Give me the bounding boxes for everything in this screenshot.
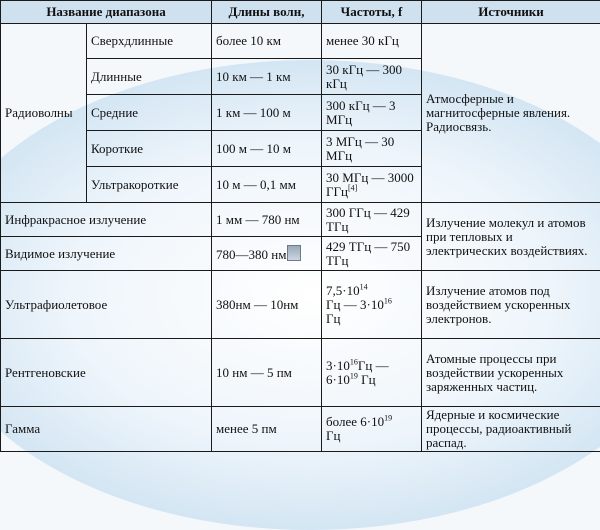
freq-part: 7,5·10: [326, 283, 360, 298]
table-row: [1, 339, 600, 407]
frequency-cell: 30 кГц — 300 кГц: [322, 59, 422, 95]
freq-part: Гц — 3·10: [326, 297, 384, 312]
header-frequency: Частоты, f: [322, 1, 422, 24]
wavelength-cell: 380нм — 10нм: [212, 271, 322, 339]
freq-exponent: 19: [384, 414, 392, 423]
table-row: [1, 407, 600, 452]
frequency-cell: [322, 167, 422, 203]
wavelength-text: 780—380 нм: [216, 247, 286, 262]
subrange-name: Ультракороткие: [87, 167, 212, 203]
subrange-name: Короткие: [87, 131, 212, 167]
freq-exponent: 16: [350, 357, 358, 366]
wavelength-cell: 10 м — 0,1 мм: [212, 167, 322, 203]
wavelength-cell: 100 м — 10 м: [212, 131, 322, 167]
header-wavelength: Длины волн,: [212, 1, 322, 24]
table-row: [1, 24, 600, 59]
sources-cell: Излучение молекул и атомов при тепловых и электрических воздействиях.: [422, 203, 600, 271]
wavelength-cell: 1 мм — 780 нм: [212, 203, 322, 237]
category-ultraviolet: Ультрафиолетовое: [1, 271, 212, 339]
frequency-cell: [322, 339, 422, 407]
header-sources: Источники: [422, 1, 600, 24]
freq-part: Гц: [326, 428, 340, 443]
wavelength-cell: [212, 237, 322, 271]
frequency-cell: 300 ГГц — 429 ТГц: [322, 203, 422, 237]
freq-part: 6·10: [326, 372, 350, 387]
category-infrared: Инфракрасное излучение: [1, 203, 212, 237]
footnote-ref: [4]: [348, 183, 357, 192]
header-row: [1, 1, 600, 24]
frequency-cell: [322, 271, 422, 339]
freq-exponent: 19: [350, 371, 358, 380]
subrange-name: Длинные: [87, 59, 212, 95]
wavelength-cell: менее 5 пм: [212, 407, 322, 452]
frequency-cell: 429 ТГц — 750 ТГц: [322, 237, 422, 271]
freq-part: 3·10: [326, 358, 350, 373]
category-visible: Видимое излучение: [1, 237, 212, 271]
sources-cell: Излучение атомов под воздействием ускоренных электронов.: [422, 271, 600, 339]
freq-part: Гц: [358, 372, 376, 387]
category-gamma: Гамма: [1, 407, 212, 452]
subrange-name: Средние: [87, 95, 212, 131]
wavelength-cell: 10 нм — 5 пм: [212, 339, 322, 407]
table-row: [1, 271, 600, 339]
frequency-cell: менее 30 кГц: [322, 24, 422, 59]
freq-part: более 6·10: [326, 414, 384, 429]
header-name: Название диапазона: [1, 1, 212, 24]
frequency-cell: [322, 407, 422, 452]
freq-exponent: 16: [384, 296, 392, 305]
wavelength-cell: более 10 км: [212, 24, 322, 59]
document-icon: [287, 245, 301, 261]
wavelength-cell: 10 км — 1 км: [212, 59, 322, 95]
sources-cell: Ядерные и космические процессы, радиоактивный распад.: [422, 407, 600, 452]
category-radio: Радиоволны: [1, 24, 87, 203]
frequency-text: 30 МГц — 3000 ГГц: [326, 170, 414, 199]
wavelength-cell: 1 км — 100 м: [212, 95, 322, 131]
freq-part: Гц —: [358, 358, 389, 373]
sources-cell: Атмосферные и магнитосферные явления. Радиосвязь.: [422, 24, 600, 203]
category-xray: Рентгеновские: [1, 339, 212, 407]
table-row: [1, 203, 600, 237]
sources-cell: Атомные процессы при воздействии ускоренных заряженных частиц.: [422, 339, 600, 407]
frequency-cell: 3 МГц — 30 МГц: [322, 131, 422, 167]
frequency-cell: 300 кГц — 3 МГц: [322, 95, 422, 131]
freq-part: Гц: [326, 311, 340, 326]
freq-exponent: 14: [360, 282, 368, 291]
subrange-name: Сверхдлинные: [87, 24, 212, 59]
